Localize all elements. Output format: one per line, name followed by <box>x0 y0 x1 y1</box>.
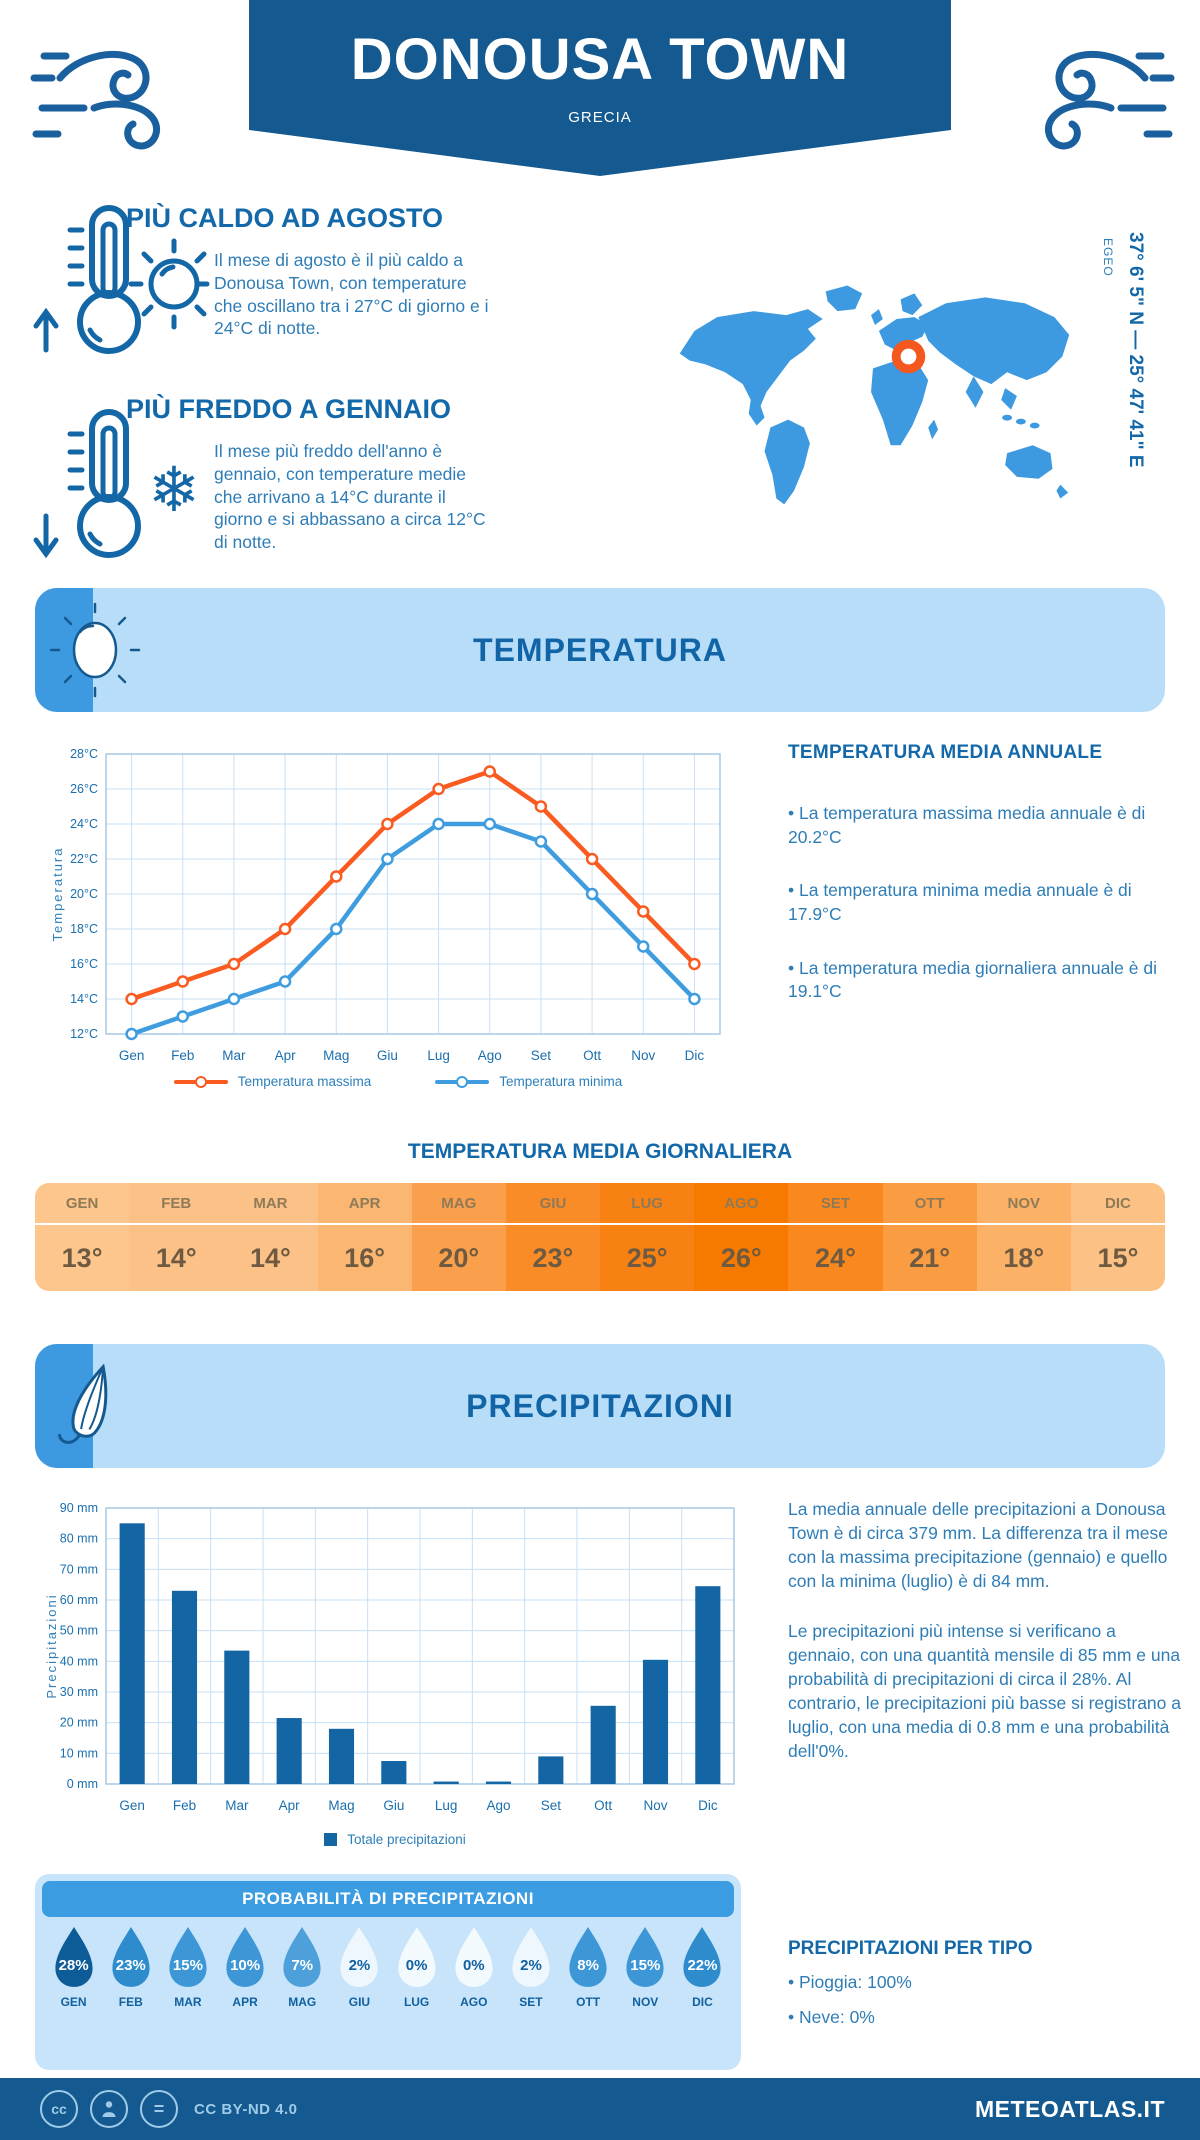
temperature-chart <box>48 740 748 1085</box>
daily-temperature-table <box>35 1183 1165 1291</box>
annual-bullet: • La temperatura media giornaliera annuale è di 19.1°C <box>788 957 1157 1002</box>
warm-highlight-title: PIÙ CALDO AD AGOSTO <box>126 203 444 233</box>
svg-text:Nov: Nov <box>643 1798 668 1813</box>
svg-text:90 mm: 90 mm <box>59 1501 98 1515</box>
precipitation-section-header <box>35 1344 1165 1468</box>
probability-drop-gen <box>45 1926 102 2009</box>
table-temperature-value: 25° <box>626 1243 668 1273</box>
footer <box>0 2078 1200 2140</box>
precipitation-type-block <box>788 1938 1180 2042</box>
svg-text:Gen: Gen <box>119 1798 145 1813</box>
legend-item: Totale precipitazioni <box>324 1832 466 1847</box>
brand-label: METEOATLAS.IT <box>974 2095 1165 2122</box>
table-temperature-value: 15° <box>1097 1243 1139 1273</box>
probability-month: LUG <box>403 1995 430 2009</box>
probability-value: 10% <box>230 1957 261 1974</box>
probability-drop-nov <box>617 1926 674 2009</box>
precipitation-probability-box <box>35 1874 741 2070</box>
temperature-section-title: TEMPERATURA <box>473 631 727 668</box>
probability-value: 22% <box>687 1957 718 1974</box>
svg-text:Mar: Mar <box>225 1798 249 1813</box>
table-temperature-value: 16° <box>344 1243 386 1273</box>
table-month-header: MAR <box>223 1183 317 1225</box>
cold-highlight-title: PIÙ FREDDO A GENNAIO <box>126 394 452 424</box>
sea-label: EGEO <box>1101 238 1115 277</box>
table-column-mag <box>412 1183 506 1291</box>
umbrella-icon <box>47 1358 143 1454</box>
svg-text:20 mm: 20 mm <box>59 1715 98 1730</box>
svg-text:26°C: 26°C <box>70 782 98 796</box>
svg-text:Feb: Feb <box>172 1798 197 1813</box>
table-month-header: MAG <box>412 1183 506 1225</box>
svg-text:Ott: Ott <box>594 1798 613 1813</box>
svg-text:Ott: Ott <box>583 1048 602 1063</box>
svg-text:18°C: 18°C <box>70 922 98 936</box>
svg-text:Giu: Giu <box>383 1798 405 1813</box>
svg-text:Gen: Gen <box>118 1048 145 1063</box>
probability-value: 8% <box>577 1957 599 1974</box>
table-column-ott <box>883 1183 977 1291</box>
license-icons <box>40 2090 178 2128</box>
table-column-ago <box>694 1183 788 1291</box>
temperature-section-header <box>35 588 1165 712</box>
annual-temperature-title: TEMPERATURA MEDIA ANNUALE <box>788 742 1103 763</box>
table-column-dic <box>1071 1183 1165 1291</box>
probability-value: 2% <box>520 1957 542 1974</box>
probability-month: FEB <box>118 1995 143 2009</box>
svg-text:22°C: 22°C <box>70 852 98 866</box>
probability-drop-mar <box>159 1926 216 2009</box>
no-derivatives-icon: = <box>140 2090 178 2128</box>
table-column-gen <box>35 1183 129 1291</box>
annual-temperature-block <box>788 742 1180 1034</box>
snowflake-icon: ❄ <box>148 456 200 525</box>
probability-drop-feb <box>102 1926 159 2009</box>
table-temperature-value: 20° <box>438 1243 480 1273</box>
probability-drop-apr <box>217 1926 274 2009</box>
probability-drop-dic <box>674 1926 731 2009</box>
svg-text:Lug: Lug <box>434 1798 458 1813</box>
probability-drop-giu <box>331 1926 388 2009</box>
legend-item: Temperatura massima <box>174 1074 372 1089</box>
precipitation-chart <box>42 1494 748 1835</box>
legend-item: Temperatura minima <box>435 1074 622 1089</box>
table-column-mar <box>223 1183 317 1291</box>
precipitation-section-title: PRECIPITAZIONI <box>466 1387 734 1424</box>
table-month-header: AGO <box>694 1183 788 1225</box>
probability-title: PROBABILITÀ DI PRECIPITAZIONI <box>42 1881 734 1917</box>
svg-text:70 mm: 70 mm <box>59 1562 98 1577</box>
attribution-icon <box>90 2090 128 2128</box>
table-month-header: SET <box>788 1183 882 1225</box>
page-title: DONOUSA TOWN <box>350 27 850 92</box>
table-month-header: LUG <box>600 1183 694 1225</box>
probability-month: APR <box>232 1995 258 2009</box>
svg-text:Mag: Mag <box>323 1048 350 1063</box>
svg-text:Dic: Dic <box>698 1798 718 1813</box>
sun-icon <box>47 602 143 698</box>
svg-text:Apr: Apr <box>274 1048 296 1063</box>
svg-text:Ago: Ago <box>486 1798 511 1813</box>
svg-text:Dic: Dic <box>684 1048 705 1063</box>
svg-text:12°C: 12°C <box>70 1027 98 1041</box>
table-month-header: FEB <box>129 1183 223 1225</box>
annual-bullet: • La temperatura minima media annuale è di 17.9°C <box>788 880 1132 924</box>
svg-text:Apr: Apr <box>278 1798 300 1813</box>
svg-text:20°C: 20°C <box>70 887 98 901</box>
table-month-header: GIU <box>506 1183 600 1225</box>
svg-text:Temperatura: Temperatura <box>50 846 65 942</box>
header-banner <box>249 0 951 130</box>
probability-value: 28% <box>58 1957 89 1974</box>
svg-text:Giu: Giu <box>376 1048 398 1063</box>
table-column-feb <box>129 1183 223 1291</box>
table-column-set <box>788 1183 882 1291</box>
warm-highlight-text: Il mese di agosto è il più caldo a Donousa Town, con temperature che oscillano tra i 27°C di giorno e i 24°C di notte. <box>214 250 489 339</box>
probability-value: 23% <box>115 1957 146 1974</box>
probability-month: AGO <box>460 1995 488 2009</box>
cc-icon: cc <box>40 2090 78 2128</box>
location-marker <box>892 340 926 374</box>
svg-text:50 mm: 50 mm <box>59 1623 98 1638</box>
table-month-header: GEN <box>35 1183 129 1225</box>
table-month-header: APR <box>318 1183 412 1225</box>
precipitation-text-block <box>788 1498 1182 1790</box>
table-column-lug <box>600 1183 694 1291</box>
probability-value: 15% <box>172 1957 203 1974</box>
svg-text:80 mm: 80 mm <box>59 1531 98 1546</box>
svg-text:28°C: 28°C <box>70 747 98 761</box>
probability-month: MAR <box>174 1995 202 2009</box>
table-column-giu <box>506 1183 600 1291</box>
coordinates-label: 37° 6' 5" N — 25° 47' 41" E <box>1125 232 1146 468</box>
probability-drops-row <box>35 1924 741 2009</box>
license-label: CC BY-ND 4.0 <box>194 2100 298 2118</box>
probability-value: 0% <box>405 1957 428 1974</box>
probability-month: OTT <box>576 1995 601 2009</box>
wind-icon <box>1014 16 1179 156</box>
svg-text:Nov: Nov <box>631 1048 656 1063</box>
svg-text:40 mm: 40 mm <box>59 1654 98 1669</box>
table-temperature-value: 21° <box>909 1243 951 1273</box>
table-temperature-value: 18° <box>1003 1243 1045 1273</box>
precipitation-type-bullet: • Pioggia: 100% <box>788 1972 912 1992</box>
svg-text:Set: Set <box>530 1048 552 1063</box>
probability-value: 15% <box>630 1957 661 1974</box>
table-month-header: DIC <box>1071 1183 1165 1225</box>
daily-table-title: TEMPERATURA MEDIA GIORNALIERA <box>407 1140 793 1163</box>
table-column-apr <box>318 1183 412 1291</box>
probability-value: 2% <box>348 1957 371 1974</box>
page-subtitle: GRECIA <box>568 109 632 126</box>
table-month-header: OTT <box>883 1183 977 1225</box>
precipitation-type-bullet: • Neve: 0% <box>788 2007 875 2027</box>
probability-month: GIU <box>348 1995 371 2009</box>
table-temperature-value: 14° <box>155 1243 197 1273</box>
probability-value: 0% <box>462 1957 485 1974</box>
table-temperature-value: 24° <box>815 1243 856 1273</box>
svg-text:Set: Set <box>540 1798 561 1813</box>
probability-drop-mag <box>274 1926 331 2009</box>
table-column-nov <box>977 1183 1071 1291</box>
annual-bullet: • La temperatura massima media annuale è di 20.2°C <box>788 803 1146 847</box>
probability-drop-ott <box>560 1926 617 2009</box>
probability-drop-set <box>502 1926 559 2009</box>
svg-text:Lug: Lug <box>427 1048 450 1063</box>
table-month-header: NOV <box>977 1183 1071 1225</box>
table-temperature-value: 14° <box>250 1243 291 1273</box>
svg-text:24°C: 24°C <box>70 817 98 831</box>
svg-text:0 mm: 0 mm <box>66 1777 98 1791</box>
precipitation-paragraph: La media annuale delle precipitazioni a Donousa Town è di circa 379 mm. La differenza tra il mese con la massima precipitazione (gennaio) e quello con la minima (luglio) è di 84 mm. <box>788 1499 1168 1591</box>
svg-text:16°C: 16°C <box>70 957 98 971</box>
svg-text:Mag: Mag <box>328 1798 355 1813</box>
svg-text:Ago: Ago <box>477 1048 502 1063</box>
table-temperature-value: 13° <box>61 1243 103 1273</box>
probability-month: GEN <box>60 1995 87 2009</box>
probability-month: SET <box>519 1995 543 2009</box>
wind-icon <box>26 16 191 156</box>
probability-month: NOV <box>632 1995 659 2009</box>
svg-text:30 mm: 30 mm <box>59 1685 98 1699</box>
svg-text:Mar: Mar <box>222 1048 246 1063</box>
svg-text:10 mm: 10 mm <box>59 1746 98 1761</box>
svg-text:14°C: 14°C <box>70 992 98 1006</box>
table-temperature-value: 26° <box>720 1243 762 1273</box>
precipitation-paragraph: Le precipitazioni più intense si verificano a gennaio, con una quantità mensile di 85 mm e una probabilità di precipitazioni di circa il 28%. Al contrario, le precipitazioni più basse si registrano a luglio, con una media di 0.8 mm e una probabilità dell'0%. <box>788 1620 1181 1761</box>
probability-drop-ago <box>445 1926 502 2009</box>
precipitation-chart-legend <box>42 1832 748 1847</box>
probability-drop-lug <box>388 1926 445 2009</box>
temperature-chart-legend <box>48 1074 748 1089</box>
svg-text:Precipitazioni: Precipitazioni <box>44 1593 59 1699</box>
cold-highlight-text: Il mese più freddo dell'anno è gennaio, con temperature medie che arrivano a 14°C durante il giorno e si abbassano a circa 12°C di notte. <box>214 441 486 552</box>
probability-month: DIC <box>692 1995 713 2009</box>
table-temperature-value: 23° <box>532 1243 574 1273</box>
world-map <box>660 226 1084 560</box>
svg-text:60 mm: 60 mm <box>59 1593 98 1607</box>
svg-text:Feb: Feb <box>171 1048 195 1063</box>
precipitation-type-title: PRECIPITAZIONI PER TIPO <box>788 1938 1033 1959</box>
probability-month: MAG <box>288 1995 317 2009</box>
probability-value: 7% <box>291 1957 314 1974</box>
